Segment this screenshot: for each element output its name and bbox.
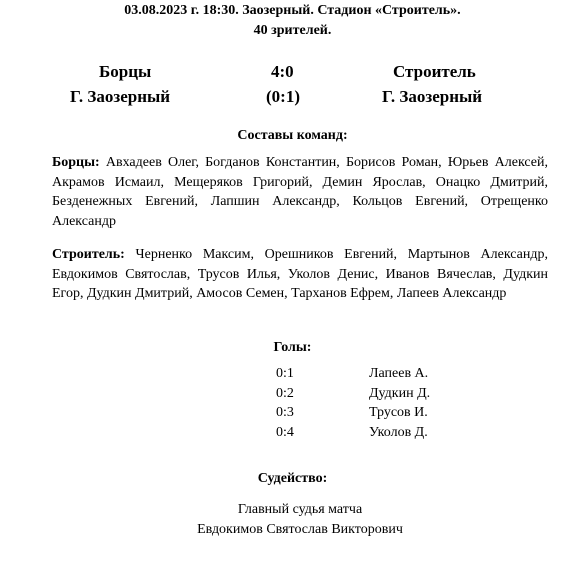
halftime-score: (0:1) bbox=[266, 87, 300, 106]
away-team-city: Г. Заозерный bbox=[382, 87, 483, 106]
home-lineup-players: Авхадеев Олег, Богданов Константин, Борисов Роман, Юрьев Алексей, Акрамов Исмаил, Мещеряков Григорий, Демин Ярослав, Онацко Дмитрий, Безденежных Евгений, Лапшин Александр, Кольцов Евгений, Отрещенко Александр bbox=[52, 155, 548, 229]
home-team-name: Борцы bbox=[99, 62, 152, 81]
referee-title: Судейство: bbox=[257, 471, 328, 486]
referee-role: Главный судья матча bbox=[237, 502, 363, 517]
goal-scorer: Уколов Д. bbox=[369, 424, 428, 440]
away-lineup bbox=[52, 245, 548, 304]
referee-name: Евдокимов Святослав Викторович bbox=[197, 522, 403, 537]
lineups-title: Составы команд: bbox=[237, 128, 348, 143]
home-team-city: Г. Заозерный bbox=[70, 87, 171, 106]
goal-score: 0:4 bbox=[276, 424, 294, 440]
match-date-venue: 03.08.2023 г. 18:30. Заозерный. Стадион «Строитель». bbox=[124, 3, 461, 18]
goal-row bbox=[276, 423, 430, 443]
goal-row bbox=[276, 384, 430, 404]
attendance: 40 зрителей. bbox=[253, 23, 332, 38]
home-lineup bbox=[52, 153, 548, 231]
goals-title: Голы: bbox=[273, 340, 312, 355]
goal-scorer: Дудкин Д. bbox=[369, 385, 431, 401]
goal-row bbox=[276, 364, 430, 384]
away-lineup-team: Строитель: bbox=[52, 247, 125, 262]
goal-scorer: Лапеев А. bbox=[369, 366, 429, 381]
goal-score: 0:2 bbox=[276, 385, 294, 401]
goal-row bbox=[276, 403, 430, 423]
away-team-name: Строитель bbox=[393, 62, 476, 81]
goals-list bbox=[276, 364, 430, 442]
final-score: 4:0 bbox=[271, 62, 294, 81]
away-lineup-players: Черненко Максим, Орешников Евгений, Мартынов Александр, Евдокимов Святослав, Трусов Илья, Уколов Денис, Иванов Вячеслав, Дудкин Егор, Дудкин Дмитрий, Амосов Семен, Тарханов Ефрем, Лапеев Александр bbox=[52, 247, 548, 301]
goal-scorer: Трусов И. bbox=[369, 405, 428, 420]
home-lineup-team: Борцы: bbox=[52, 155, 100, 170]
goal-score: 0:3 bbox=[276, 405, 294, 420]
goal-score: 0:1 bbox=[276, 366, 294, 381]
